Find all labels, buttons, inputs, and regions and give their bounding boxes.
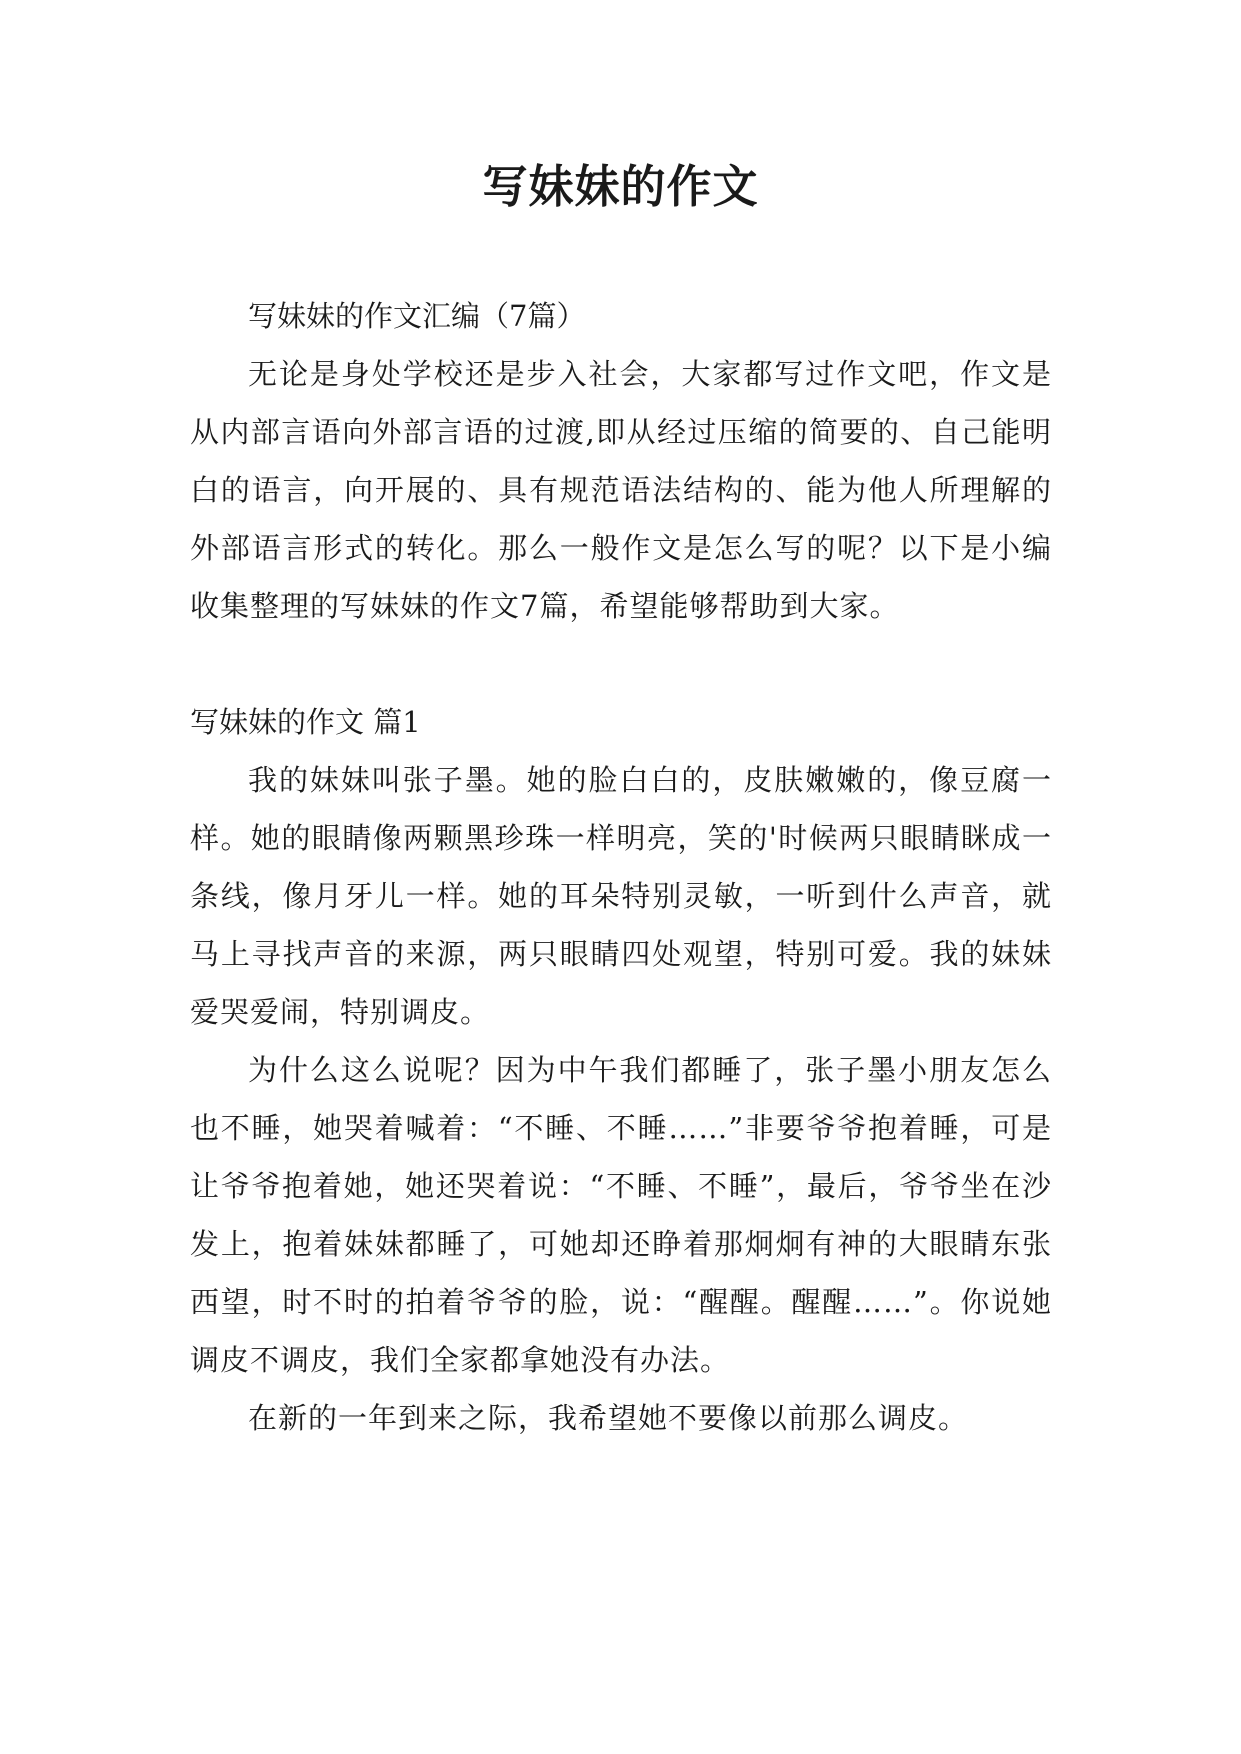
document-subtitle: 写妹妹的作文汇编（7篇）: [248, 299, 586, 333]
document-body: [190, 287, 1052, 1447]
section-heading: 写妹妹的作文 篇1: [190, 705, 421, 739]
body-paragraph: 在新的一年到来之际，我希望她不要像以前那么调皮。: [248, 1401, 969, 1435]
body-paragraph: 为什么这么说呢？因为中午我们都睡了，张子墨小朋友怎么也不睡，她哭着喊着：“不睡、不睡……”非要爷爷抱着睡，可是让爷爷抱着她，她还哭着说：“不睡、不睡”，最后，爷爷坐在沙发上，抱着妹妹都睡了，可她却还睁着那炯炯有神的大眼睛东张西望，时不时的拍着爷爷的脸，说：“醒醒。醒醒……”。你说她调皮不调皮，我们全家都拿她没有办法。: [190, 1053, 1052, 1377]
body-paragraph: 我的妹妹叫张子墨。她的脸白白的，皮肤嫩嫩的，像豆腐一样。她的眼睛像两颗黑珍珠一样明亮，笑的'时候两只眼睛眯成一条线，像月牙儿一样。她的耳朵特别灵敏，一听到什么声音，就马上寻找声音的来源，两只眼睛四处观望，特别可爱。我的妹妹爱哭爱闹，特别调皮。: [190, 763, 1052, 1029]
document-title: 写妹妹的作文: [482, 160, 759, 213]
intro-paragraph: 无论是身处学校还是步入社会，大家都写过作文吧，作文是从内部言语向外部言语的过渡,即从经过压缩的简要的、自己能明白的语言，向开展的、具有规范语法结构的、能为他人所理解的外部语言形式的转化。那么一般作文是怎么写的呢？以下是小编收集整理的写妹妹的作文7篇，希望能够帮助到大家。: [190, 357, 1052, 623]
